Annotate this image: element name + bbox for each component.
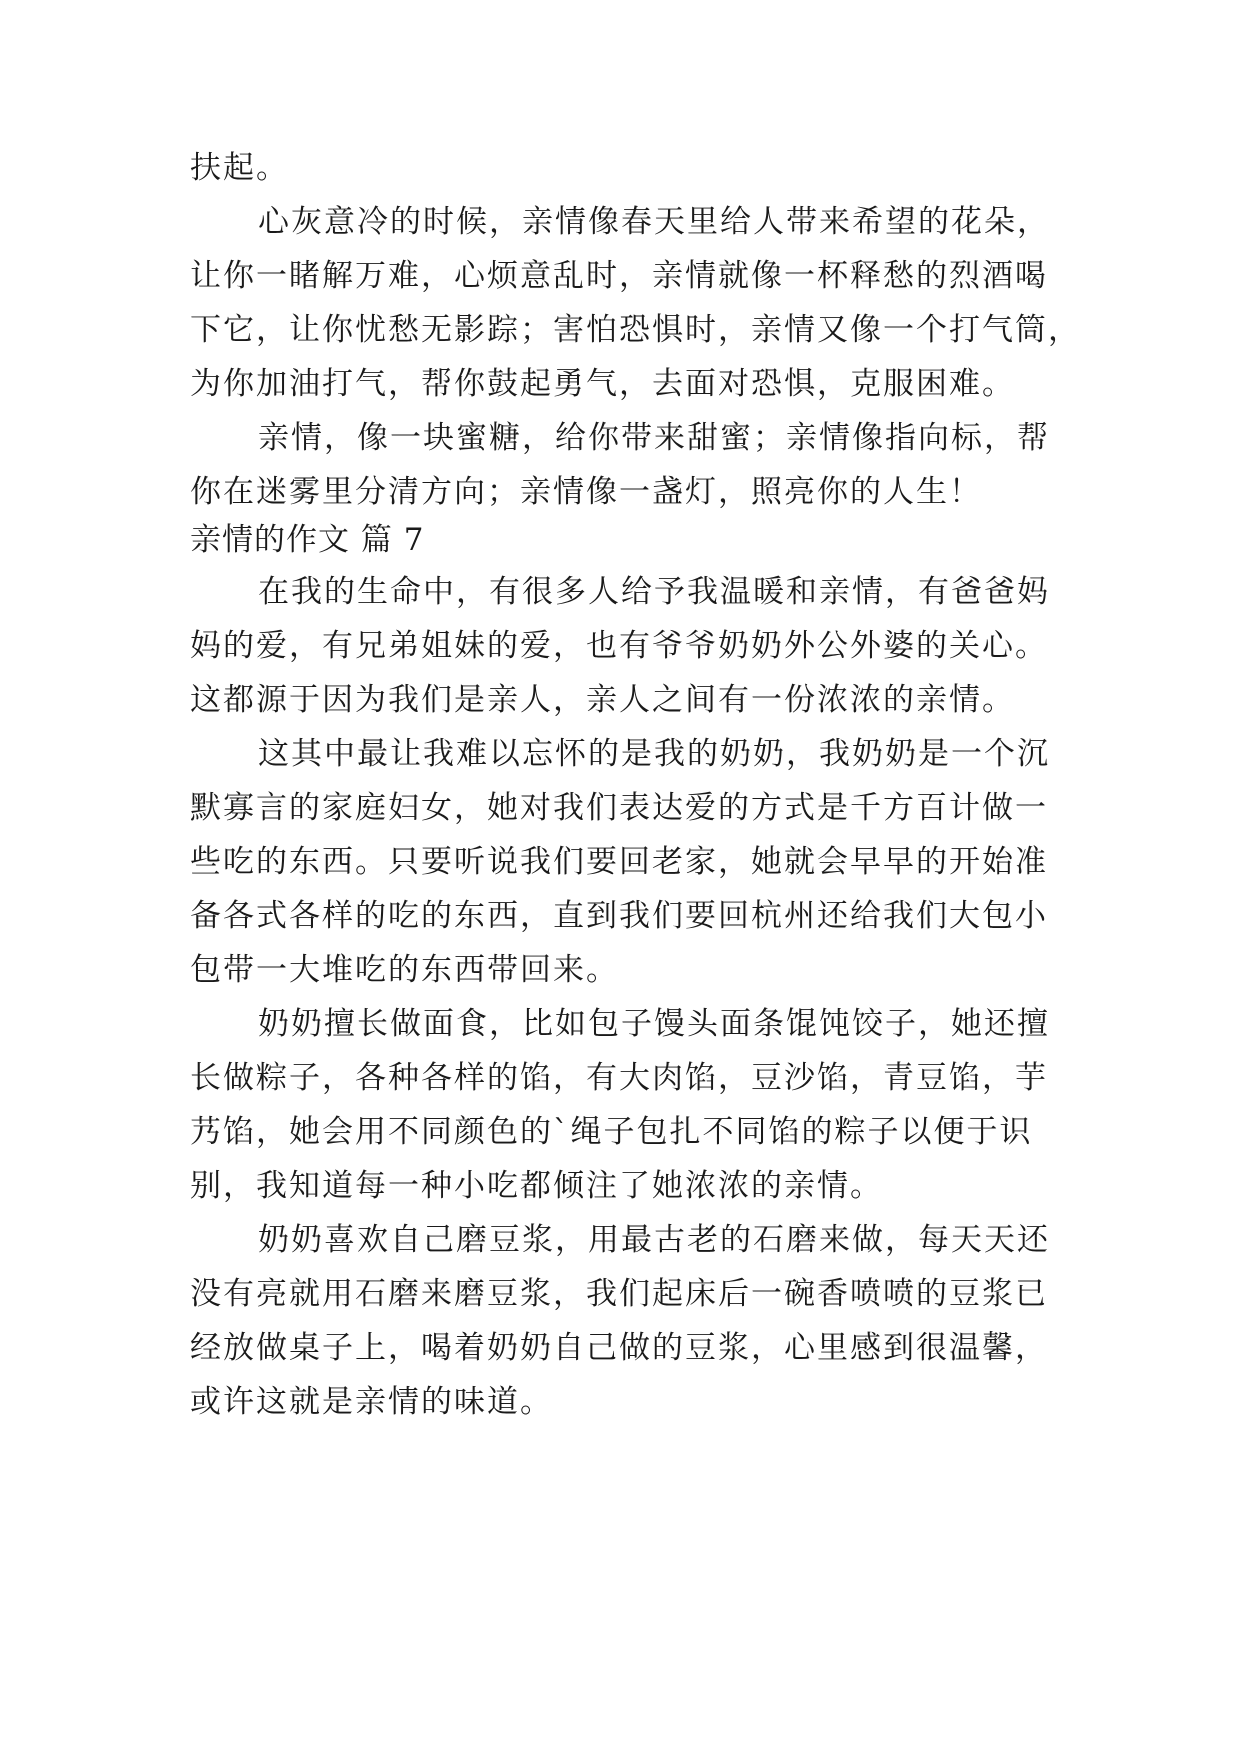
paragraph-first-line: 在我的生命中，有很多人给予我温暖和亲情，有爸爸妈 bbox=[258, 574, 1050, 610]
text-line: 妈的爱，有兄弟姐妹的爱，也有爷爷奶奶外公外婆的关心。 bbox=[190, 628, 1048, 664]
text-line: 扶起。 bbox=[190, 150, 289, 186]
text-line: 默寡言的家庭妇女，她对我们表达爱的方式是千方百计做一 bbox=[190, 790, 1048, 826]
paragraph-first-line: 亲情，像一块蜜糖，给你带来甜蜜；亲情像指向标，帮 bbox=[258, 420, 1050, 456]
paragraph-first-line: 心灰意冷的时候，亲情像春天里给人带来希望的花朵， bbox=[258, 204, 1050, 240]
section-heading: 亲情的作文 篇 7 bbox=[190, 522, 425, 558]
text-line: 让你一睹解万难，心烦意乱时，亲情就像一杯释愁的烈酒喝 bbox=[190, 258, 1048, 294]
text-line: 你在迷雾里分清方向；亲情像一盏灯，照亮你的人生！ bbox=[190, 474, 982, 510]
text-line: 或许这就是亲情的味道。 bbox=[190, 1384, 553, 1420]
text-line: 长做粽子，各种各样的馅，有大肉馅，豆沙馅，青豆馅，芋 bbox=[190, 1060, 1048, 1096]
text-line: 下它，让你忧愁无影踪；害怕恐惧时，亲情又像一个打气筒， bbox=[190, 312, 1081, 348]
text-line: 些吃的东西。只要听说我们要回老家，她就会早早的开始准 bbox=[190, 844, 1048, 880]
text-line: 没有亮就用石磨来磨豆浆，我们起床后一碗香喷喷的豆浆已 bbox=[190, 1276, 1048, 1312]
text-line: 包带一大堆吃的东西带回来。 bbox=[190, 952, 619, 988]
text-line: 别，我知道每一种小吃都倾注了她浓浓的亲情。 bbox=[190, 1168, 883, 1204]
text-line: 这都源于因为我们是亲人，亲人之间有一份浓浓的亲情。 bbox=[190, 682, 1015, 718]
paragraph-first-line: 奶奶喜欢自己磨豆浆，用最古老的石磨来做，每天天还 bbox=[258, 1222, 1050, 1258]
text-line: 艿馅，她会用不同颜色的`绳子包扎不同馅的粽子以便于识 bbox=[190, 1114, 1033, 1150]
text-line: 为你加油打气，帮你鼓起勇气，去面对恐惧，克服困难。 bbox=[190, 366, 1015, 402]
paragraph-first-line: 这其中最让我难以忘怀的是我的奶奶，我奶奶是一个沉 bbox=[258, 736, 1050, 772]
paragraph-first-line: 奶奶擅长做面食，比如包子馒头面条馄饨饺子，她还擅 bbox=[258, 1006, 1050, 1042]
text-line: 经放做桌子上，喝着奶奶自己做的豆浆，心里感到很温馨， bbox=[190, 1330, 1048, 1366]
text-line: 备各式各样的吃的东西，直到我们要回杭州还给我们大包小 bbox=[190, 898, 1048, 934]
